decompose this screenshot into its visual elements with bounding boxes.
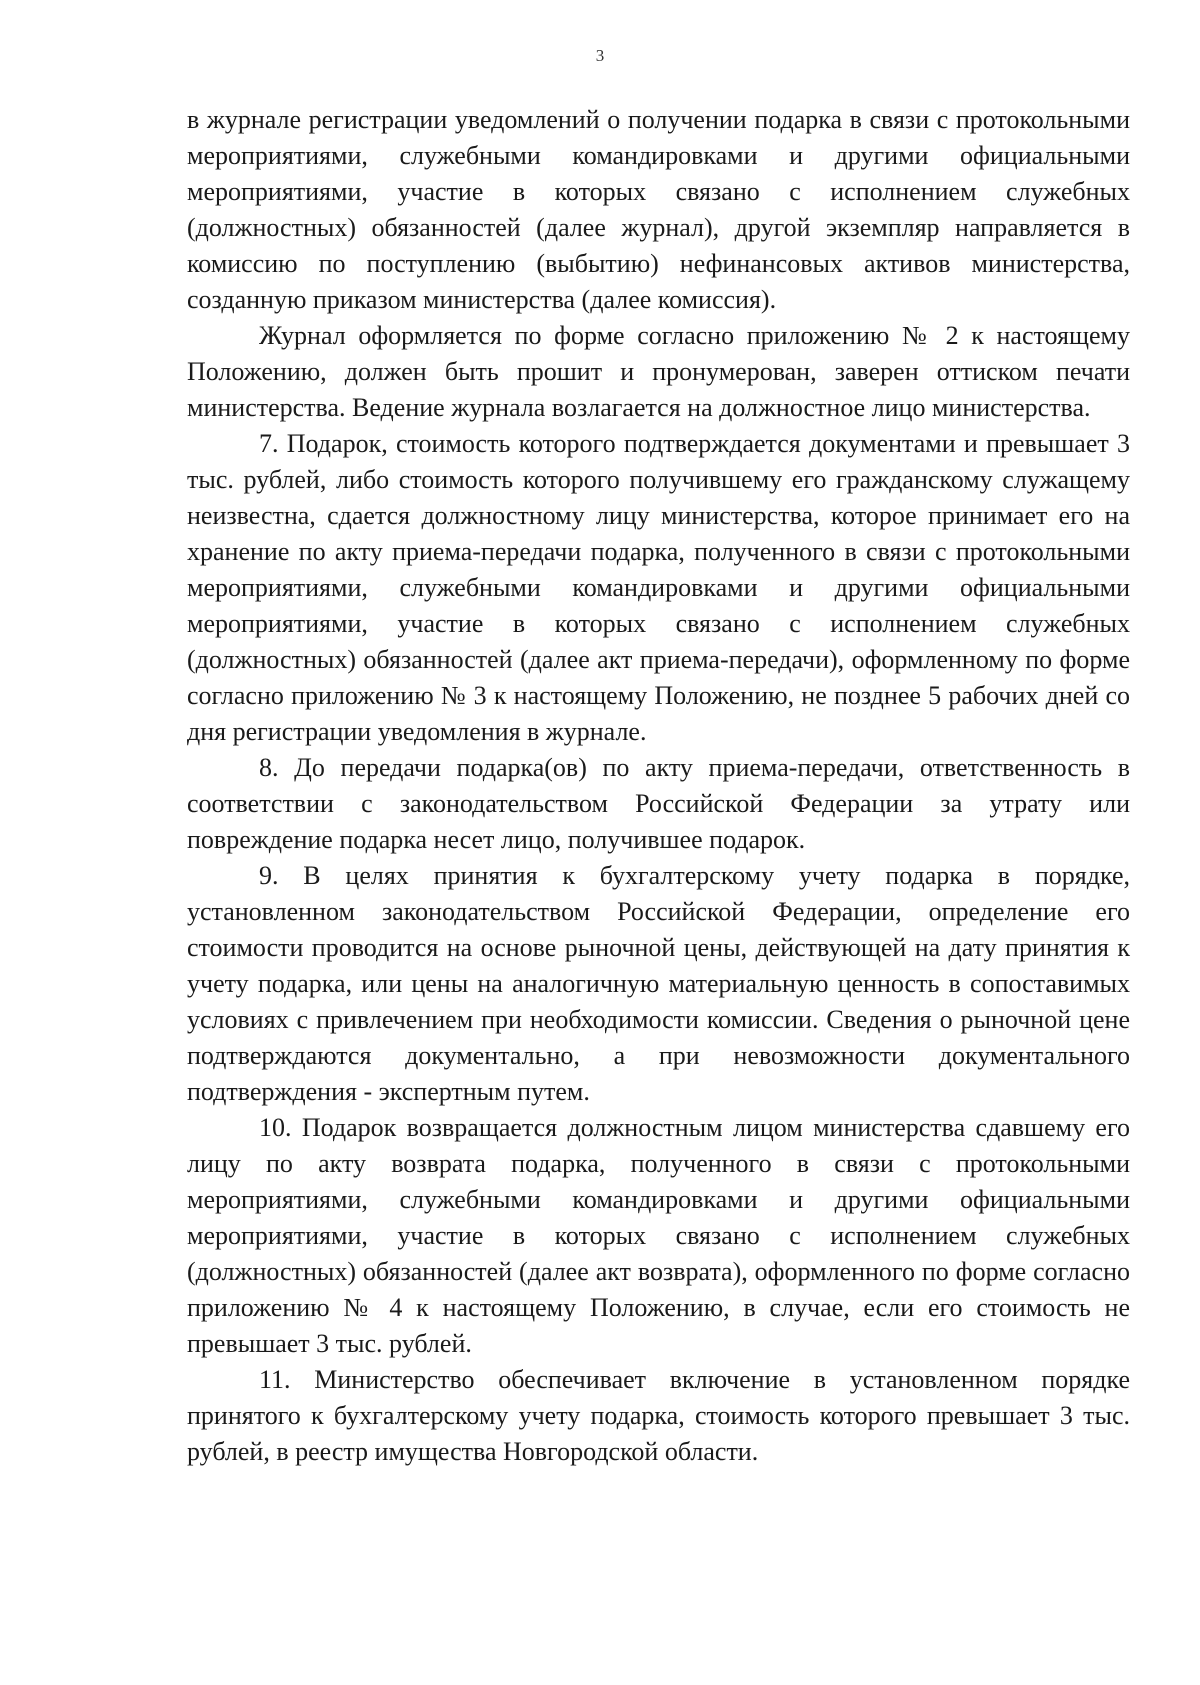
paragraph-item-11: 11. Министерство обеспечивает включение в установленном порядке принятого к бухгалтерскому учету подарка, стоимость которого превышает 3 тыс. рублей, в реестр имущества Новгородской области.: [187, 1365, 1130, 1466]
document-body: [187, 102, 1130, 1470]
page-number: 3: [595, 46, 605, 65]
paragraph-item-8: 8. До передачи подарка(ов) по акту приема-передачи, ответственность в соответствии с законодательством Российской Федерации за утрату или повреждение подарка несет лицо, получившее подарок.: [187, 753, 1130, 854]
paragraph-item-7: 7. Подарок, стоимость которого подтверждается документами и превышает 3 тыс. рублей, либо стоимость которого получившему его гражданскому служащему неизвестна, сдается должностному лицу министерства, которое принимает его на хранение по акту приема-передачи подарка, полученного в связи с протокольными мероприятиями, служебными командировками и другими официальными мероприятиями, участие в которых связано с исполнением служебных (должностных) обязанностей (далее акт приема-передачи), оформленному по форме согласно приложению № 3 к настоящему Положению, не позднее 5 рабочих дней со дня регистрации уведомления в журнале.: [187, 429, 1130, 746]
paragraph-journal-form: Журнал оформляется по форме согласно приложению № 2 к настоящему Положению, должен быть прошит и пронумерован, заверен оттиском печати министерства. Ведение журнала возлагается на должностное лицо министерства.: [187, 321, 1130, 422]
paragraph-item-10: 10. Подарок возвращается должностным лицом министерства сдавшему его лицу по акту возврата подарка, полученного в связи с протокольными мероприятиями, служебными командировками и другими официальными мероприятиями, участие в которых связано с исполнением служебных (должностных) обязанностей (далее акт возврата), оформленного по форме согласно приложению № 4 к настоящему Положению, в случае, если его стоимость не превышает 3 тыс. рублей.: [187, 1113, 1130, 1358]
paragraph-item-9: 9. В целях принятия к бухгалтерскому учету подарка в порядке, установленном законодательством Российской Федерации, определение его стоимости проводится на основе рыночной цены, действующей на дату принятия к учету подарка, или цены на аналогичную материальную ценность в сопоставимых условиях с привлечением при необходимости комиссии. Сведения о рыночной цене подтверждаются документально, а при невозможности документального подтверждения - экспертным путем.: [187, 861, 1130, 1106]
paragraph-journal-registration: в журнале регистрации уведомлений о получении подарка в связи с протокольными мероприятиями, служебными командировками и другими официальными мероприятиями, участие в которых связано с исполнением служебных (должностных) обязанностей (далее журнал), другой экземпляр направляется в комиссию по поступлению (выбытию) нефинансовых активов министерства, созданную приказом министерства (далее комиссия).: [187, 105, 1130, 314]
